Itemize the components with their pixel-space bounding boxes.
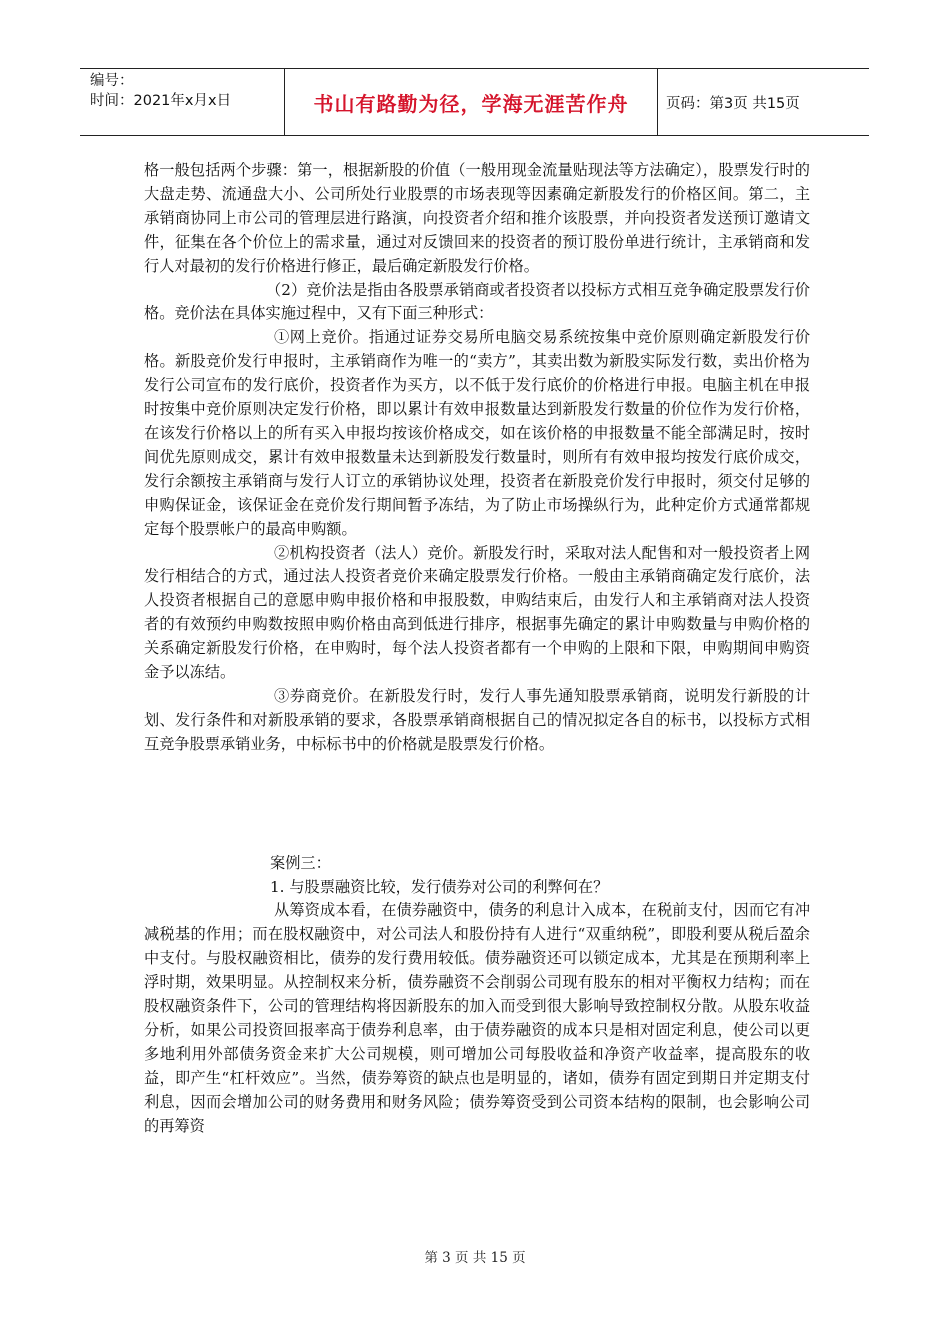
paragraph-online-bidding: ①网上竞价。指通过证券交易所电脑交易系统按集中竞价原则确定新股发行价格。新股竞价发行申报时，主承销商作为唯一的“卖方”，其卖出数为新股实际发行数，卖出价格为发行公司宣布的发行底价，投资者作为买方，以不低于发行底价的价格进行申报。电脑主机在申报时按集中竞价原则决定发行价格，即以累计有效申报数量达到新股发行数量的价位作为发行价格，在该发行价格以上的所有买入申报均按该价格成交，如在该价格的申报数量不能全部满足时，按时间优先原则成交，累计有效申报数量未达到新股发行数量时，则所有有效申报均按发行底价成交，发行余额按主承销商与发行人订立的承销协议处理，投资者在新股竞价发行申报时，须交付足够的申购保证金，该保证金在竞价发行期间暂予冻结，为了防止市场操纵行为，此种定价方式通常都规定每个股票帐户的最高申购额。	[144, 328, 810, 538]
case-question: 1. 与股票融资比较，发行债券对公司的利弊何在？	[270, 877, 609, 896]
header-meta	[80, 69, 284, 135]
paragraph-bond-analysis: 从筹资成本看，在债券融资中，债务的利息计入成本，在税前支付，因而它有冲减税基的作用；而在股权融资中，对公司法人和股份持有人进行“双重纳税”，即股利要从税后盈余中支付。与股权融资相比，债券的发行费用较低。债券融资还可以锁定成本，尤其是在预期利率上浮时期，效果明显。从控制权来分析，债券融资不会削弱公司现有股东的相对平衡权力结构；而在股权融资条件下，公司的管理结构将因新股东的加入而受到很大影响导致控制权分散。从股东收益分析，如果公司投资回报率高于债券利息率，由于债券融资的成本只是相对固定利息，使公司以更多地利用外部债务资金来扩大公司规模，则可增加公司每股收益和净资产收益率，提高股东的收益，即产生“杠杆效应”。当然，债券筹资的缺点也是明显的，诸如，债券有固定到期日并定期支付利息，因而会增加公司的财务费用和财务风险；债券筹资受到公司资本结构的限制，也会影响公司的再筹资	[144, 901, 810, 1135]
case-title: 案例三：	[270, 853, 331, 872]
section-spacer	[144, 757, 810, 852]
header-page-number: 页码：第3页 共15页	[666, 95, 800, 112]
header-motto: 书山有路勤为径，学海无涯苦作舟	[284, 69, 658, 135]
paragraph-institutional-bidding: ②机构投资者（法人）竞价。新股发行时，采取对法人配售和对一般投资者上网发行相结合的方式，通过法人投资者竞价来确定股票发行价格。一般由主承销商确定发行底价，法人投资者根据自己的意愿申购申报价格和申报股数，申购结束后，由发行人和主承销商对法人投资者的有效预约申购数按照申购价格由高到低进行排序，根据事先确定的累计申购数量与申购价格的关系确定新股发行价格，在申购时，每个法人投资者都有一个申购的上限和下限，申购期间申购资金予以冻结。	[144, 543, 810, 682]
document-date: 时间：2021年x月x日	[90, 93, 232, 109]
document-code: 编号：	[90, 73, 134, 89]
paragraph-broker-bidding: ③券商竞价。在新股发行时，发行人事先通知股票承销商，说明发行新股的计划、发行条件和对新股承销的要求，各股票承销商根据自己的情况拟定各自的标书，以投标方式相互竞争股票承销业务，中标标书中的价格就是股票发行价格。	[144, 686, 810, 753]
paragraph-pricing-steps: 格一般包括两个步骤：第一，根据新股的价值（一般用现金流量贴现法等方法确定），股票发行时的大盘走势、流通盘大小、公司所处行业股票的市场表现等因素确定新股发行的价格区间。第二，主承销商协同上市公司的管理层进行路演，向投资者介绍和推介该股票，并向投资者发送预订邀请文件，征集在各个价位上的需求量，通过对反馈回来的投资者的预订股份单进行统计，主承销商和发行人对最初的发行价格进行修正，最后确定新股发行价格。	[144, 161, 810, 275]
page-header	[80, 68, 869, 136]
page-footer: 第 3 页 共 15 页	[424, 1250, 526, 1266]
document-body	[144, 159, 810, 1139]
paragraph-bidding-method: （2）竞价法是指由各股票承销商或者投资者以投标方式相互竞争确定股票发行价格。竞价法在具体实施过程中，又有下面三种形式：	[144, 280, 810, 323]
